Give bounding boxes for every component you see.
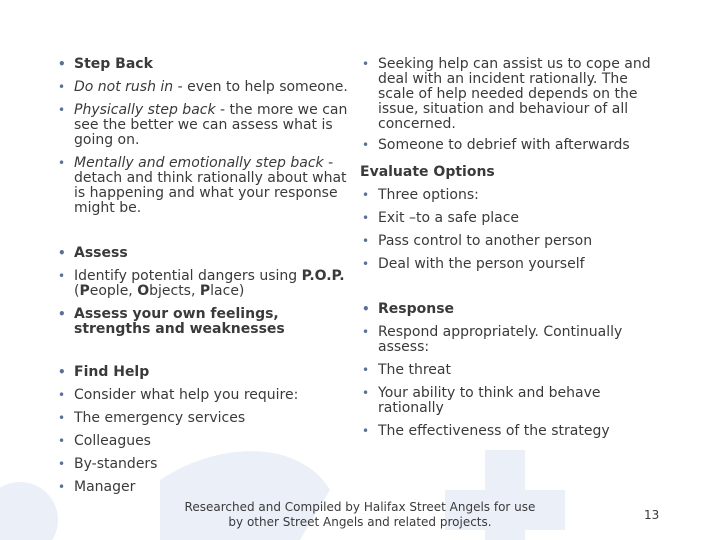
find-help-heading: • Find Help xyxy=(56,365,356,380)
debrief-item: • Someone to debrief with afterwards xyxy=(360,138,660,153)
option-item: • Three options: xyxy=(360,188,660,203)
left-column xyxy=(56,57,356,495)
footer-credit: Researched and Compiled by Halifax Street Angels for use by other Street Angels and related projects. xyxy=(184,500,536,529)
option-item: • Pass control to another person xyxy=(360,234,660,249)
watermark-circle-icon xyxy=(0,482,58,540)
response-item: • The effectiveness of the strategy xyxy=(360,424,660,439)
assess-feelings-item: • Assess your own feelings, strengths and weaknesses xyxy=(56,307,356,337)
identify-dangers-item: • Identify potential dangers using P.O.P. (People, Objects, Place) xyxy=(56,269,356,299)
no-rush-item: • Do not rush in - even to help someone. xyxy=(56,80,356,95)
seeking-help-item: • Seeking help can assist us to cope and deal with an incident rationally. The scale of help needed depends on the issue, situation and behaviour of all concerned. xyxy=(360,57,660,132)
find-help-item: • Manager xyxy=(56,480,356,495)
option-item: • Deal with the person yourself xyxy=(360,257,660,272)
find-help-item: • By-standers xyxy=(56,457,356,472)
response-heading: • Response xyxy=(360,302,660,317)
response-item: • Respond appropriately. Continually assess: xyxy=(360,325,660,355)
find-help-item: • The emergency services xyxy=(56,411,356,426)
find-help-item: • Colleagues xyxy=(56,434,356,449)
step-back-heading: • Step Back xyxy=(56,57,356,72)
right-column xyxy=(360,57,660,439)
page-number: 13 xyxy=(644,508,660,522)
mentally-step-back-item: • Mentally and emotionally step back - detach and think rationally about what is happening and what your response might be. xyxy=(56,156,356,216)
option-item: • Exit –to a safe place xyxy=(360,211,660,226)
evaluate-options-heading: Evaluate Options xyxy=(360,164,495,180)
physically-step-back-item: • Physically step back - the more we can see the better we can assess what is going on. xyxy=(56,103,356,148)
response-item: • The threat xyxy=(360,363,660,378)
assess-heading: • Assess xyxy=(56,246,356,261)
response-item: • Your ability to think and behave rationally xyxy=(360,386,660,416)
find-help-item: • Consider what help you require: xyxy=(56,388,356,403)
